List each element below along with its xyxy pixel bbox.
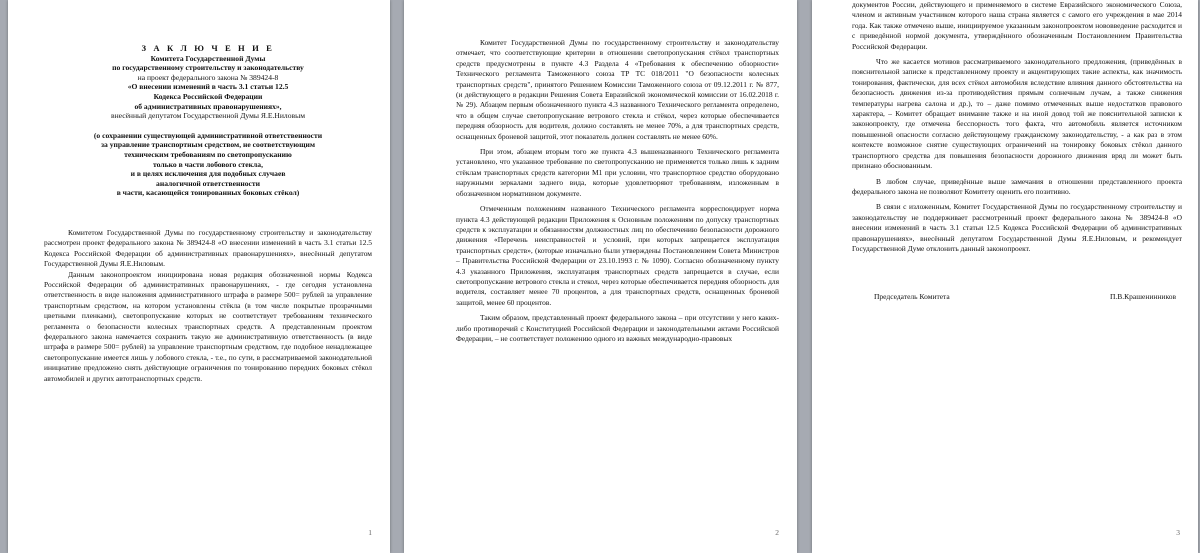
signature-title: Председатель Комитета (874, 292, 950, 302)
document-page-1 (8, 0, 390, 553)
page-1-body (44, 228, 372, 384)
paragraph: Данным законопроектом инициирована новая редакция обозначенной нормы Кодекса Российской Федерации об административных правонарушениях, - где сегодня установлена ответственность в виде наложения административного штрафа в размере 500= рублей за управление транспортным средством, на котором установлены стёкла (в том числе покрытые прозрачными цветными пленками), светопропускание которых не соответствует требованиям технического регламента о безопасности колесных транспортных средств. А представленным проектом федерального закона намечается сохранить такую же административную ответственность (в виде штрафа в размере 500= рублей) за управление транспортным средством, где подобное ненадлежащее светопропускание имеется лишь у лобового стекла, - т.е., по сути, в рассматриваемой законодательной инициативе предложено снять действующие ограничения по тонированию передних боковых стёкол автомобилей и других автотранспортных средств. (44, 269, 372, 383)
project-title-line-1: «О внесении изменений в часть 3.1 статьи 12.5 (127, 82, 289, 92)
document-title: З А К Л Ю Ч Е Н И Е (141, 43, 275, 53)
page-number: 2 (775, 528, 779, 537)
subtitle-line-3: техническим требованиям по светопропусканию (124, 149, 292, 159)
subtitle-line-6: аналогичной ответственности (156, 178, 260, 188)
paragraph: Таким образом, представленный проект федерального закона – при отсутствии у него каких-либо противоречий с Конституцией Российской Федерации и законодательными актами Российской Федерации, – не соответствует положению одного из важных международно-правовых (456, 313, 779, 343)
subtitle-line-4: только в части лобового стекла, (153, 159, 263, 169)
project-line: на проект федерального закона № 389424-8 (137, 72, 279, 82)
subtitle-line-7: в части, касающейся тонированных боковых стёкол) (116, 188, 300, 198)
document-page-3 (812, 0, 1198, 553)
page-number: 1 (368, 528, 372, 537)
paragraph: В любом случае, приведённые выше замечания в отношении представленного проекта федерального закона не позволяют Комитету оценить его позитивно. (852, 176, 1182, 196)
signature-block (852, 292, 1182, 301)
paragraph: Что же касается мотивов рассматриваемого законодательного предложения, (приведённых в пояснительной записке к представленному проекту и акцентирующих такие аспекты, как значимость тонирования, фактически, для всех стёкол автомобиля вследствие влияния данного обстоятельства на безопасность движения из-за противодействия прямым солнечным лучам, а также снижения температуры нагрева салона и др.), то – даже помимо отмеченных выше недостатков правового характера, – Комитет обращает внимание также и на иной довод той же пояснительной записки к законопроекту, где отмечена бесспорность того факта, что автомобиль является источником повышенной опасности согласно действующему гражданскому законодательству, - а как раз в этом контексте возможное снятие существующих ограничений на тонировку боковых стёкол данного транспортного средства для повышения безопасности дорожного движения вряд ли может быть признано обоснованным. (852, 57, 1182, 171)
committee-name: Комитета Государственной Думы (150, 53, 266, 63)
project-title-line-3: об административных правонарушениях», (134, 101, 282, 111)
page-number: 3 (1176, 528, 1180, 537)
paragraph: Отмеченным положениям названного Технического регламента корреспондирует норма пункта 4.3 действующей редакции Приложения к Основным положениям по допуску транспортных средств к эксплуатации и обязанностям должностных лиц по обеспечению безопасности дорожного движения «Перечень неисправностей и условий, при которых запрещается эксплуатация транспортных средств», (которые изначально были утверждены Постановлением Совета Министров – Правительства Российской Федерации от 23.10.1993 г. № 1090). Согласно обозначенному пункту 4.3 указанного Приложения, эксплуатация транспортных средств запрещается в случае, если светопропускание ветрового стекла и стекол, через которые обеспечивается передняя обзорность для водителя, составляет менее 70 процентов, а для транспортных средств, оснащенных броневой защитой, менее 60 процентов. (456, 204, 779, 307)
paragraph: Комитетом Государственной Думы по государственному строительству и законодательству рассмотрен проект федерального закона № 389424-8 «О внесении изменений в часть 3.1 статьи 12.5 Кодекса Российской Федерации об административных правонарушениях», внесённый депутатом Государственной Думы Я.Е.Ниловым. (44, 227, 372, 269)
paragraph: В связи с изложенным, Комитет Государственной Думы по государственному строительству и законодательству не поддерживает рассмотренный проект федерального закона № 389424-8 «О внесении изменений в часть 3.1 статьи 12.5 Кодекса Российской Федерации об административных правонарушениях», внесённый депутатом Государственной Думы Я.Е.Ниловым, и рекомендует Государственной Думе отклонить данный законопроект. (852, 202, 1182, 253)
subtitle-line-2: за управление транспортным средством, не соответствующим (100, 140, 316, 150)
paragraph: документов России, действующего и применяемого в системе Евразийского экономического Союза, членом и активным участником которого наша страна является с самого его учреждения в мае 2014 года. Как также отмечено выше, инициируемое указанным законопроектом нововведение расходится и с приведённой нормой документа, утверждённого обозначенным Постановлением Правительства Российской Федерации. (852, 0, 1182, 51)
subtitle-line-5: и в целях исключения для подобных случаев (130, 169, 286, 179)
document-subtitle (44, 131, 372, 198)
paragraph: Комитет Государственной Думы по государственному строительству и законодательству отмечает, что соответствующие критерии в отношении светопропускания стёкол транспортных средств предусмотрены в пункте 4.3 Раздела 4 «Требования к обеспечению обзорности» Технического регламента Таможенного союза ТР ТС 018/2011 "О безопасности колесных транспортных средств", принятого Решением Комиссии Таможенного союза от 09.12.2011 г. № 877, (и действующего в редакции Решения Совета Евразийской экономической комиссии от 16.02.2018 г. № 29). Абзацем первым обозначенного пункта 4.3 названного Технического регламента определено, что в общем случае светопропускание ветрового стекла и стёкол, через которые обеспечивается передняя обзорность для водителя, должно составлять не менее 70%, а для транспортных средств, оснащенных броневой защитой, этот показатель должен составлять не менее 60%. (456, 38, 779, 141)
committee-scope: по государственному строительству и законодательству (112, 63, 304, 73)
document-page-2 (404, 0, 797, 553)
subtitle-line-1: (о сохранении существующей административной ответственности (93, 130, 323, 140)
introduced-by: внесённый депутатом Государственной Думы Я.Е.Ниловым (110, 111, 306, 121)
document-heading (44, 44, 372, 121)
paragraph: При этом, абзацем вторым того же пункта 4.3 вышеназванного Технического регламента установлено, что указанное требование по светопропусканию не применяется только лишь к задним стёклам транспортных средств категории М1 при условии, что транспортное средство оборудовано наружными зеркалами заднего вида, которые удовлетворяют требованиям, изложенным в обозначенном нормативном документе. (456, 147, 779, 198)
project-title-line-2: Кодекса Российской Федерации (153, 91, 263, 101)
signature-name: П.В.Крашенинников (1110, 292, 1176, 302)
